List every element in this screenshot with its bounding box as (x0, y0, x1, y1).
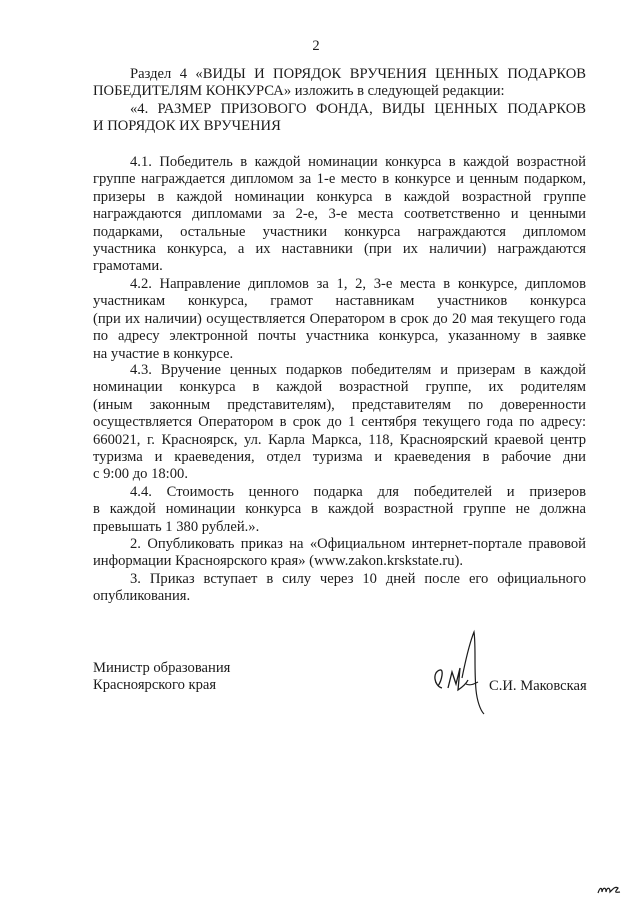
text-line: информации Красноярского края» (www.zakon.krskstate.ru). (93, 553, 464, 570)
text-line: (иным законным представителям), представителям по доверенности (93, 396, 586, 413)
text-line: превышать 1 380 рублей.». (93, 518, 260, 535)
text-line: грамотами. (93, 258, 163, 275)
signatory-position (93, 660, 230, 695)
section-heading-line: И ПОРЯДОК ИХ ВРУЧЕНИЯ (93, 118, 281, 135)
text-line: подарками, остальные участники конкурса награждаются дипломом (93, 223, 586, 240)
text-line: 4.4. Стоимость ценного подарка для победителей и призеров (130, 484, 586, 500)
signatory-name: С.И. Маковская (489, 678, 587, 694)
text-line: (при их наличии) осуществляется Оператором в срок до 20 мая текущего года (93, 310, 586, 327)
text-line: группе награждается дипломом за 1-е место в конкурсе и ценным подарком, (93, 171, 586, 188)
handwritten-signature (428, 628, 490, 718)
paragraph-4-4 (93, 484, 586, 536)
intro-block (93, 66, 586, 136)
text-line: по адресу электронной почты участника конкурса, указанному в заявке (93, 328, 586, 345)
text-line: опубликования. (93, 588, 191, 605)
text-line: призеры в каждой номинации конкурса в каждой возрастной группе (93, 188, 586, 205)
section-heading-line: «4. РАЗМЕР ПРИЗОВОГО ФОНДА, ВИДЫ ЦЕННЫХ ПОДАРКОВ (130, 100, 586, 117)
handwritten-initials (596, 880, 622, 898)
text-line: участника конкурса, а их наставники (при их наличии) награждаются (93, 241, 586, 258)
position-line: Министр образования (93, 660, 231, 676)
text-line: 2. Опубликовать приказ на «Официальном интернет-портале правовой (130, 536, 586, 552)
paragraph-4-3 (93, 362, 586, 484)
position-line: Красноярского края (93, 677, 217, 694)
text-line: участникам конкурса, грамот наставникам участников конкурса (93, 293, 586, 310)
text-line: 4.2. Направление дипломов за 1, 2, 3-е места в конкурсе, дипломов (130, 276, 586, 292)
text-line: туризма и краеведения, отдел туризма и краеведения в рабочие дни (93, 449, 586, 466)
text-line: 4.3. Вручение ценных подарков победителям и призерам в каждой (130, 362, 586, 378)
paragraph-4-2 (93, 276, 586, 363)
text-line: с 9:00 до 18:00. (93, 466, 188, 483)
text-line: на участие в конкурсе. (93, 345, 234, 362)
item-3 (93, 571, 586, 606)
text-line: награждаются дипломами за 2-е, 3-е места соответственно и ценными (93, 206, 586, 223)
text-line: 3. Приказ вступает в силу через 10 дней после его официального (130, 571, 586, 587)
item-2 (93, 536, 586, 571)
text-line: осуществляется Оператором в срок до 1 сентября текущего года по адресу: (93, 414, 586, 431)
text-line: 660021, г. Красноярск, ул. Карла Маркса, 118, Красноярский краевой центр (93, 431, 586, 448)
page-number: 2 (312, 38, 320, 54)
text-line: в каждой номинации конкурса в каждой возрастной группе не должна (93, 501, 586, 518)
paragraph-4-1 (93, 154, 586, 276)
text-line: номинации конкурса в каждой возрастной группе, их родителям (93, 379, 586, 396)
intro-line: Раздел 4 «ВИДЫ И ПОРЯДОК ВРУЧЕНИЯ ЦЕННЫХ ПОДАРКОВ (130, 66, 586, 82)
text-line: 4.1. Победитель в каждой номинации конкурса в каждой возрастной (130, 154, 586, 170)
intro-line: ПОБЕДИТЕЛЯМ КОНКУРСА» изложить в следующей редакции: (93, 83, 505, 100)
